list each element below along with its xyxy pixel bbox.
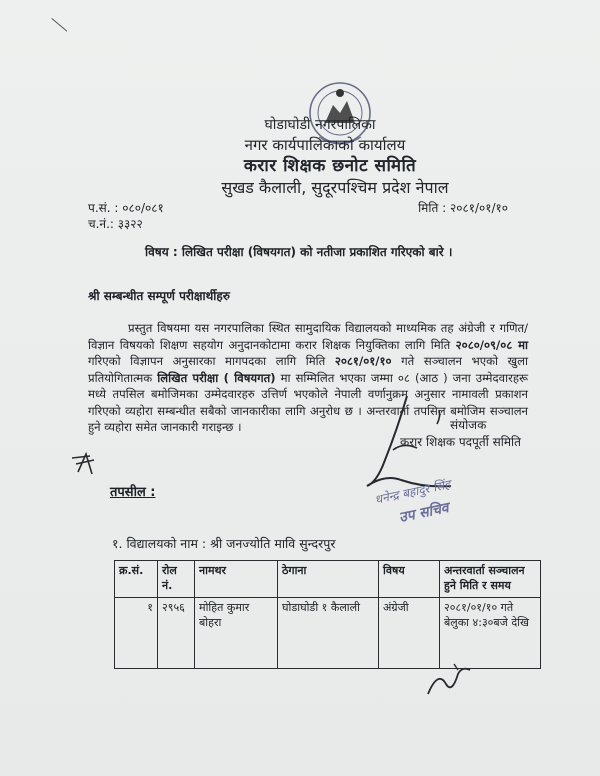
cell-name: मोहित कुमार बोहरा xyxy=(195,598,278,669)
school-name-line: १. विद्यालयको नाम : श्री जनज्योति मावि सुन्दरपुर xyxy=(112,536,336,551)
header-name: नामथर xyxy=(195,561,278,598)
body-text-2: गरिएको विज्ञापन अनुसारका मागपदका लागि मिति xyxy=(88,354,335,368)
body-text-4: मा सम्मिलित भएका जम्मा ०८ (आठ ) जना उम्मेदवारहरू मध्ये तपसिल बमोजिमका उम्मेदवारहरु उत्तिर्ण भएकोले नेपाली वर्णानुक्रम अनुसार नामावली प्रकाशन गरिएको व्यहोरा सम्बन्धीत सबैको जानकारीका लागि अनुरोध छ । अन्तरवार्ता तपसिल बमोजिम सञ्चालन हुने व्यहोरा समेत जानकारी गराइन्छ । xyxy=(88,370,529,434)
cell-address: घोडाघोडी १ कैलाली xyxy=(278,598,379,669)
header-interview: अन्तरवार्ता सञ्चालन हुने मिति र समय xyxy=(440,561,541,598)
body-date-1: २०८०/०९/०८ मा xyxy=(455,337,529,352)
table-header-row xyxy=(115,561,541,598)
municipality-name: घोडाघोडी नगरपालिका xyxy=(264,117,376,133)
address-line: सुखड कैलाली, सुदूरपश्चिम प्रदेश नेपाल xyxy=(221,178,449,197)
fold-mark xyxy=(51,18,67,32)
dispatch-number: च.नं.: ३३२२ xyxy=(88,217,143,231)
fiscal-year-ref: प.सं. : ०८०/०८१ xyxy=(88,201,164,215)
stamp-officer-role: उप सचिव xyxy=(397,499,451,527)
body-date-2: २०८१/०१/१० xyxy=(334,354,392,368)
office-name: नगर कार्यपालिकाको कार्यालय xyxy=(244,136,406,154)
table-row xyxy=(115,598,541,669)
stamp-officer-name: धनेन्द्र बहादुर सिंह xyxy=(373,477,452,507)
subject-line: विषय : लिखित परीक्षा (विषयगत) को नतीजा प्रकाशित गरिएको बारे । xyxy=(145,245,453,259)
tapsil-heading: तपसील : xyxy=(110,485,156,500)
header-address: ठेगाना xyxy=(278,561,379,598)
signatory-title: संयोजक xyxy=(450,418,487,432)
cell-subject: अंग्रेजी xyxy=(379,598,440,669)
results-table xyxy=(114,560,541,669)
header-subject: विषय xyxy=(379,561,440,598)
cell-sn: १ xyxy=(115,598,158,669)
header-roll: रोल नं. xyxy=(158,561,195,598)
signatory-org: करार शिक्षक पदपूर्ती समिति xyxy=(400,435,521,449)
body-text-3: गते सञ्चालन भएको खुला प्रतियोगितात्मक xyxy=(88,354,528,385)
body-exam-type: लिखित परीक्षा ( विषयगत) xyxy=(157,370,276,385)
initial-mark-icon xyxy=(68,450,104,478)
body-text-1: प्रस्तुत विषयमा यस नगरपालिका स्थित सामुदायिक विद्यालयको माध्यमिक तह अंग्रेजी र गणित/विज्ञान विषयको शिक्षण सहयोग अनुदानकोटामा करार शिक्षक नियुक्तिका लागि मिति xyxy=(88,321,528,352)
committee-name: करार शिक्षक छनोट समिति xyxy=(243,156,417,176)
salutation: श्री सम्बन्धीत सम्पूर्ण परीक्षार्थीहरु xyxy=(88,289,230,303)
header-sn: क्र.सं. xyxy=(115,561,158,598)
cell-interview: २०८१/०१/१० गते बेलुका ४:३०बजे देखि xyxy=(440,598,541,669)
letter-date: मिति : २०८१/०१/१० xyxy=(418,201,508,215)
cell-roll: २९५६ xyxy=(158,598,195,669)
table-signature-icon xyxy=(424,660,474,700)
